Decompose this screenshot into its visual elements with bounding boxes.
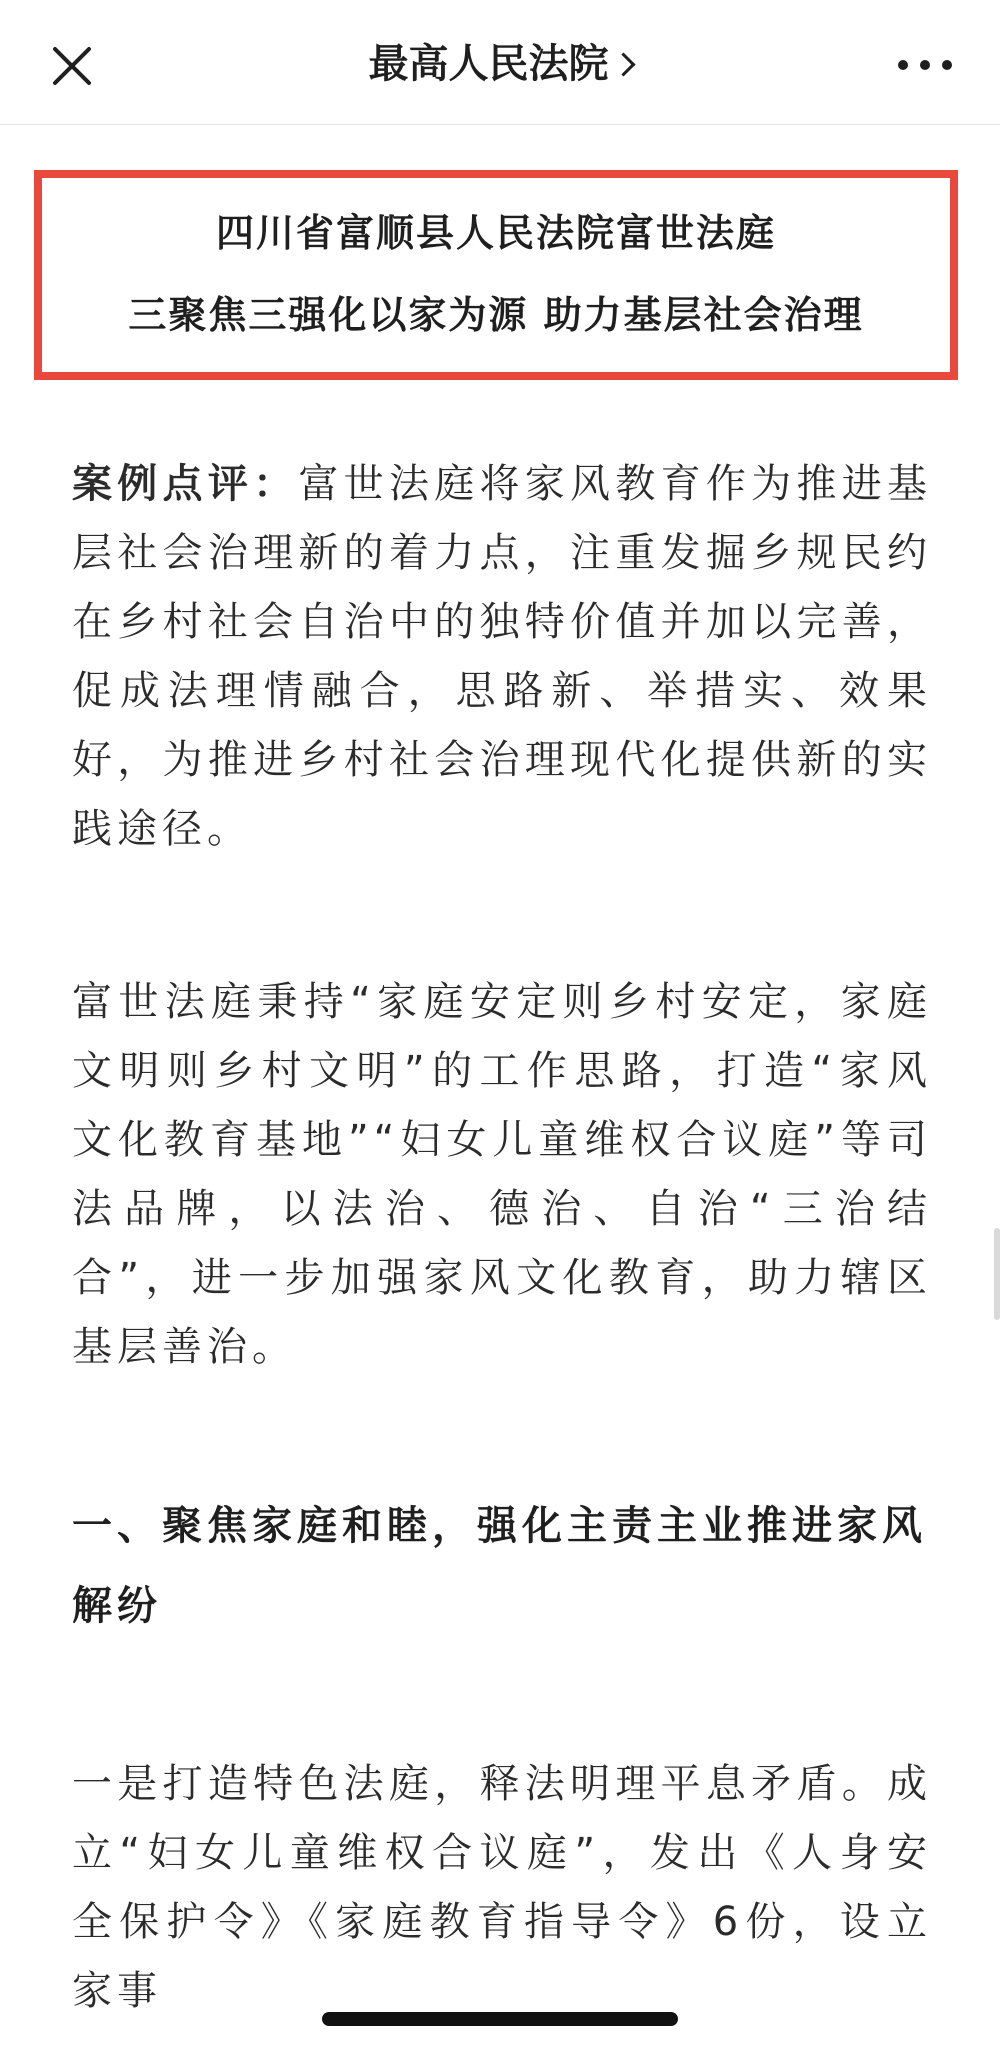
case-review-label: 案例点评： <box>72 461 299 507</box>
account-name: 最高人民法院 <box>368 41 609 87</box>
more-dot <box>898 60 908 70</box>
headline-line-2: 三聚焦三强化以家为源 助力基层社会治理 <box>128 293 864 337</box>
case-review-text: 富世法庭将家风教育作为推进基层社会治理新的着力点，注重发掘乡规民约在乡村社会自治中的独特价值并加以完善，促成法理情融合，思路新、举措实、效果好，为推进乡村社会治理现代化提供新的实践途径。 <box>72 461 933 852</box>
top-navbar <box>0 0 1000 125</box>
article-body <box>72 450 932 2026</box>
close-icon[interactable] <box>48 40 96 88</box>
headline-box <box>34 170 958 380</box>
case-review-paragraph <box>72 450 932 864</box>
account-name-link[interactable] <box>369 41 632 87</box>
more-dot <box>942 60 952 70</box>
headline-line-1: 四川省富顺县人民法院富世法庭 <box>215 211 776 255</box>
more-dots-icon[interactable] <box>898 50 952 78</box>
paragraph-gap <box>72 1646 932 1750</box>
section-1-paragraph: 一是打造特色法庭，释法明理平息矛盾。成立“妇女儿童维权合议庭”，发出《人身安全保护令》《家庭教育指导令》6份，设立家事 <box>72 1761 932 2014</box>
home-indicator[interactable] <box>322 2012 678 2026</box>
more-dot <box>920 60 930 70</box>
nav-title <box>0 36 1000 92</box>
paragraph-gap <box>72 864 932 968</box>
scroll-indicator[interactable] <box>994 1228 1000 1320</box>
chevron-right-icon <box>611 52 635 76</box>
section-title-1: 一、聚焦家庭和睦，强化主责主业推进家风解纷 <box>72 1503 927 1629</box>
paragraph-gap <box>72 1382 932 1486</box>
intro-paragraph: 富世法庭秉持“家庭安定则乡村安定，家庭文明则乡村文明”的工作思路，打造“家风文化教育基地”“妇女儿童维权合议庭”等司法品牌，以法治、德治、自治“三治结合”，进一步加强家风文化教育，助力辖区基层善治。 <box>72 979 932 1370</box>
